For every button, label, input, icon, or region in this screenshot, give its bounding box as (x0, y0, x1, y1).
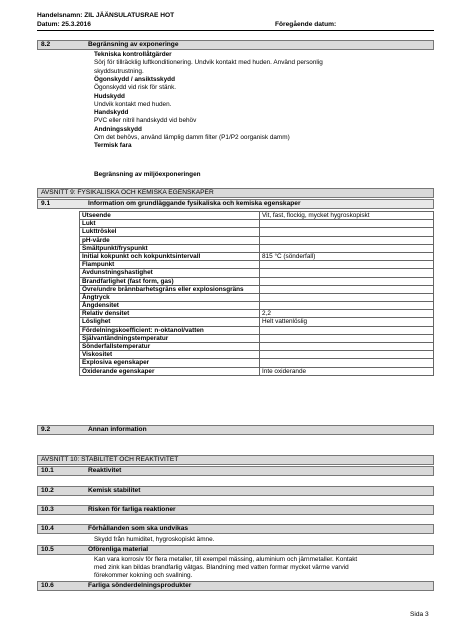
property-value (260, 293, 434, 301)
section-10-5-line: förekommer kokning och svallning. (94, 572, 193, 579)
section-9-2-number: 9.2 (41, 426, 51, 433)
section-10-5-line: med zink kan bildas brandfarlig vätgas. Blandning med vatten formar mycket värme varvid (94, 564, 349, 571)
property-name: Smältpunkt/fryspunkt (80, 244, 260, 252)
section-10-item-number: 10.1 (41, 467, 54, 474)
property-name: Brandfarlighet (fast form, gas) (80, 277, 260, 285)
property-name: Fördelningskoefficient: n-oktanol/vatten (80, 326, 260, 334)
environmental-exposure-heading: Begränsning av miljöexponeringen (94, 171, 201, 178)
section-10-item-number: 10.4 (41, 525, 54, 532)
section-10-item-bar (37, 581, 434, 591)
property-value: Inte oxiderande (260, 367, 434, 375)
property-value (260, 359, 434, 367)
section-8-2-line: Ögonskydd / ansiktsskydd (94, 75, 175, 83)
property-value (260, 351, 434, 359)
property-name: Flampunkt (80, 261, 260, 269)
section-8-2-line: Sörj för tillräcklig luftkonditionering. Undvik kontakt med huden. Använd personlig (94, 59, 323, 67)
property-value (260, 228, 434, 236)
property-value (260, 326, 434, 334)
property-name: Avdunstningshastighet (80, 269, 260, 277)
table-row (80, 367, 434, 375)
section-10-item-title: Förhållanden som ska undvikas (88, 525, 189, 532)
property-value: Vit, fast, flockig, mycket hygroskopiskt (260, 212, 434, 220)
property-name: Löslighet (80, 318, 260, 326)
property-value: 2,2 (260, 310, 434, 318)
section-8-2-line: Tekniska kontrollåtgärder (94, 51, 172, 58)
property-value (260, 285, 434, 293)
section-8-2-line: Ögonskydd vid risk för stänk. (94, 84, 177, 92)
property-name: Ångdensitet (80, 302, 260, 310)
section-10-item-bar (37, 486, 434, 496)
section-10-item-title: Farliga sönderdelningsprodukter (88, 582, 192, 589)
property-value (260, 334, 434, 342)
property-name: Oxiderande egenskaper (80, 367, 260, 375)
table-row (80, 228, 434, 236)
property-name: Initial kokpunkt och kokpunktsintervall (80, 252, 260, 260)
property-value (260, 343, 434, 351)
property-name: Övre/undre brännbarhetsgräns eller explosionsgräns (80, 285, 260, 293)
section-10-4-text: Skydd från humiditet, hygroskopiskt ämne. (94, 536, 215, 543)
table-row (80, 359, 434, 367)
section-10-item-title: Reaktivitet (88, 467, 122, 474)
section-10-item-bar (37, 524, 434, 534)
section-10-item-number: 10.2 (41, 487, 54, 494)
property-value: Helt vattenlöslig (260, 318, 434, 326)
section-8-2-line: PVC eller nitril handskydd vid behöv (94, 117, 197, 125)
property-name: Relativ densitet (80, 310, 260, 318)
table-row (80, 318, 434, 326)
section-10-item-bar (37, 466, 434, 476)
section-9-2-bar (37, 425, 434, 435)
section-8-2-line: Om det behövs, använd lämplig damm filter (P1/P2 oorganisk damm) (94, 134, 290, 141)
property-name: Utseende (80, 212, 260, 220)
section-8-2-bar (37, 40, 434, 50)
page-number: Sida 3 (410, 611, 429, 618)
section-8-2-line: Handskydd (94, 109, 129, 117)
property-name: Explosiva egenskaper (80, 359, 260, 367)
table-row (80, 269, 434, 277)
section-9-1-number: 9.1 (41, 200, 51, 207)
table-row (80, 351, 434, 359)
property-name: Lukt (80, 220, 260, 228)
property-name: Sönderfallstemperatur (80, 343, 260, 351)
property-value: 815 °C (sönderfall) (260, 252, 434, 260)
property-name: Självantändningstemperatur (80, 334, 260, 342)
section-10-item-bar (37, 505, 434, 515)
section-8-2-line: skyddsutrustning. (94, 67, 144, 75)
header-product-name: Handelsnamn: ZIL JÄÄNSULATUSRAE HOT (37, 12, 175, 19)
section-10-5-line: Kan vara korrosiv för flera metaller, till exempel mässing, aluminium och järnmetaller. Kontakt (94, 556, 358, 563)
table-row (80, 261, 434, 269)
table-row (80, 326, 434, 334)
section-9-2-title: Annan information (88, 426, 147, 433)
section-10-item-bar (37, 545, 434, 555)
header-divider (37, 30, 434, 31)
property-name: Ångtryck (80, 293, 260, 301)
section-10-item-number: 10.5 (41, 546, 54, 553)
table-row (80, 220, 434, 228)
section-9-1-title: Information om grundläggande fysikaliska och kemiska egenskaper (88, 200, 301, 207)
section-10-item-title: Oförenliga material (88, 546, 149, 553)
header-previous-date: Föregående datum: (275, 21, 337, 28)
table-row (80, 212, 434, 220)
properties-table (79, 211, 434, 376)
table-row (80, 285, 434, 293)
section-9-1-bar (37, 199, 434, 209)
section-9-title: AVSNITT 9: FYSIKALISKA OCH KEMISKA EGENSKAPER (37, 188, 434, 198)
property-value (260, 244, 434, 252)
property-value (260, 269, 434, 277)
property-name: Lukttröskel (80, 228, 260, 236)
section-10-title: AVSNITT 10: STABILITET OCH REAKTIVITET (37, 455, 434, 465)
header-date: Datum: 25.3.2016 (37, 21, 91, 28)
section-10-item-title: Kemisk stabilitet (88, 487, 141, 494)
table-row (80, 244, 434, 252)
property-name: Viskositet (80, 351, 260, 359)
section-8-2-number: 8.2 (41, 41, 51, 48)
section-10-item-number: 10.3 (41, 506, 54, 513)
table-row (80, 277, 434, 285)
property-value (260, 236, 434, 244)
table-row (80, 302, 434, 310)
section-8-2-title: Begränsning av exponeringe (88, 41, 179, 48)
table-row (80, 343, 434, 351)
property-value (260, 261, 434, 269)
property-value (260, 302, 434, 310)
section-8-2-line: Undvik kontakt med huden. (94, 100, 172, 108)
table-row (80, 236, 434, 244)
table-row (80, 293, 434, 301)
section-10-item-title: Risken för farliga reaktioner (88, 506, 176, 513)
table-row (80, 310, 434, 318)
property-value (260, 220, 434, 228)
section-10-item-number: 10.6 (41, 582, 54, 589)
section-8-2-line: Hudskydd (94, 92, 125, 100)
section-8-2-line: Termisk fara (94, 142, 132, 150)
property-name: pH-värde (80, 236, 260, 244)
table-row (80, 252, 434, 260)
section-8-2-line: Andningsskydd (94, 125, 142, 133)
property-value (260, 277, 434, 285)
table-row (80, 334, 434, 342)
